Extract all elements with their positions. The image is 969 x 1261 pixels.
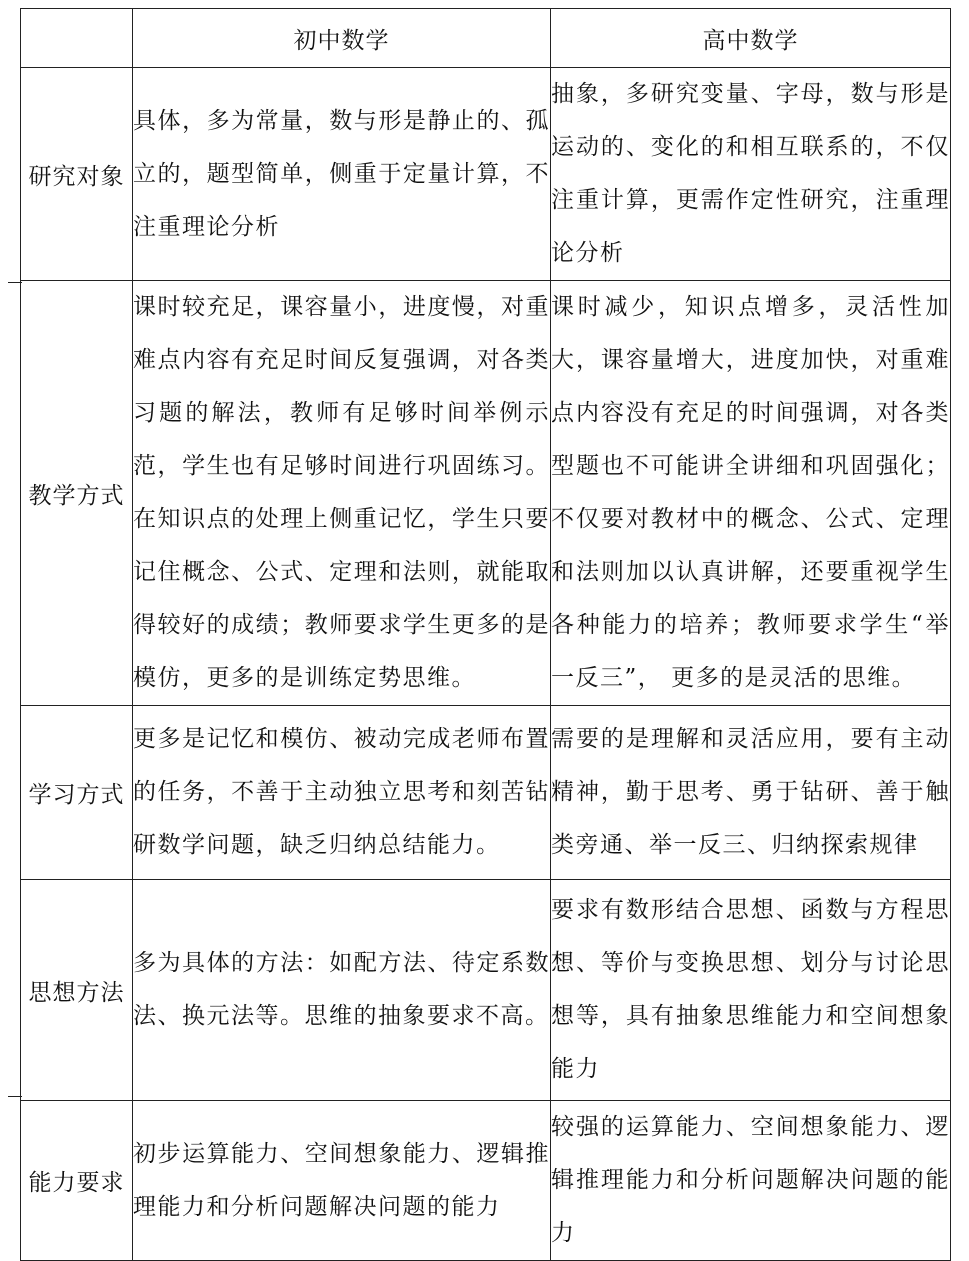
table-row — [21, 706, 951, 880]
table-row — [21, 880, 951, 1101]
row-label-research-object: 研究对象 — [21, 68, 133, 281]
row-label-teaching-method: 教学方式 — [21, 281, 133, 706]
header-junior-math: 初中数学 — [133, 9, 551, 68]
junior-cell: 初步运算能力、空间想象能力、逻辑推理能力和分析问题解决问题的能力 — [133, 1101, 551, 1261]
table-row — [21, 281, 951, 706]
table-divider-mark — [8, 282, 22, 283]
junior-cell: 多为具体的方法：如配方法、待定系数法、换元法等。思维的抽象要求不高。 — [133, 880, 551, 1101]
senior-cell: 需要的是理解和灵活应用，要有主动精神，勤于思考、勇于钻研、善于触类旁通、举一反三、归纳探索规律 — [551, 706, 951, 880]
table-header-row — [21, 9, 951, 68]
junior-cell: 课时较充足，课容量小，进度慢，对重难点内容有充足时间反复强调，对各类习题的解法，教师有足够时间举例示范，学生也有足够时间进行巩固练习。在知识点的处理上侧重记忆，学生只要记住概念、公式、定理和法则，就能取得较好的成绩；教师要求学生更多的是模仿，更多的是训练定势思维。 — [133, 281, 551, 706]
senior-cell: 抽象，多研究变量、字母，数与形是运动的、变化的和相互联系的，不仅注重计算，更需作定性研究，注重理论分析 — [551, 68, 951, 281]
header-corner-cell — [21, 9, 133, 68]
comparison-table — [20, 8, 951, 1261]
junior-cell: 更多是记忆和模仿、被动完成老师布置的任务，不善于主动独立思考和刻苦钻研数学问题，缺乏归纳总结能力。 — [133, 706, 551, 880]
senior-cell: 课时减少，知识点增多，灵活性加大，课容量增大，进度加快，对重难点内容没有充足的时间强调，对各类型题也不可能讲全讲细和巩固强化；不仅要对教材中的概念、公式、定理和法则加以认真讲解，还要重视学生各种能力的培养；教师要求学生“举一反三”， 更多的是灵活的思维。 — [551, 281, 951, 706]
table-divider-mark — [8, 1096, 22, 1097]
table-row — [21, 68, 951, 281]
table-row — [21, 1101, 951, 1261]
junior-cell: 具体，多为常量，数与形是静止的、孤立的，题型简单，侧重于定量计算，不注重理论分析 — [133, 68, 551, 281]
header-senior-math: 高中数学 — [551, 9, 951, 68]
senior-cell: 较强的运算能力、空间想象能力、逻辑推理能力和分析问题解决问题的能力 — [551, 1101, 951, 1261]
row-label-ability-requirement: 能力要求 — [21, 1101, 133, 1261]
senior-cell: 要求有数形结合思想、函数与方程思想、等价与变换思想、划分与讨论思想等，具有抽象思维能力和空间想象能力 — [551, 880, 951, 1101]
row-label-thinking-method: 思想方法 — [21, 880, 133, 1101]
row-label-learning-method: 学习方式 — [21, 706, 133, 880]
